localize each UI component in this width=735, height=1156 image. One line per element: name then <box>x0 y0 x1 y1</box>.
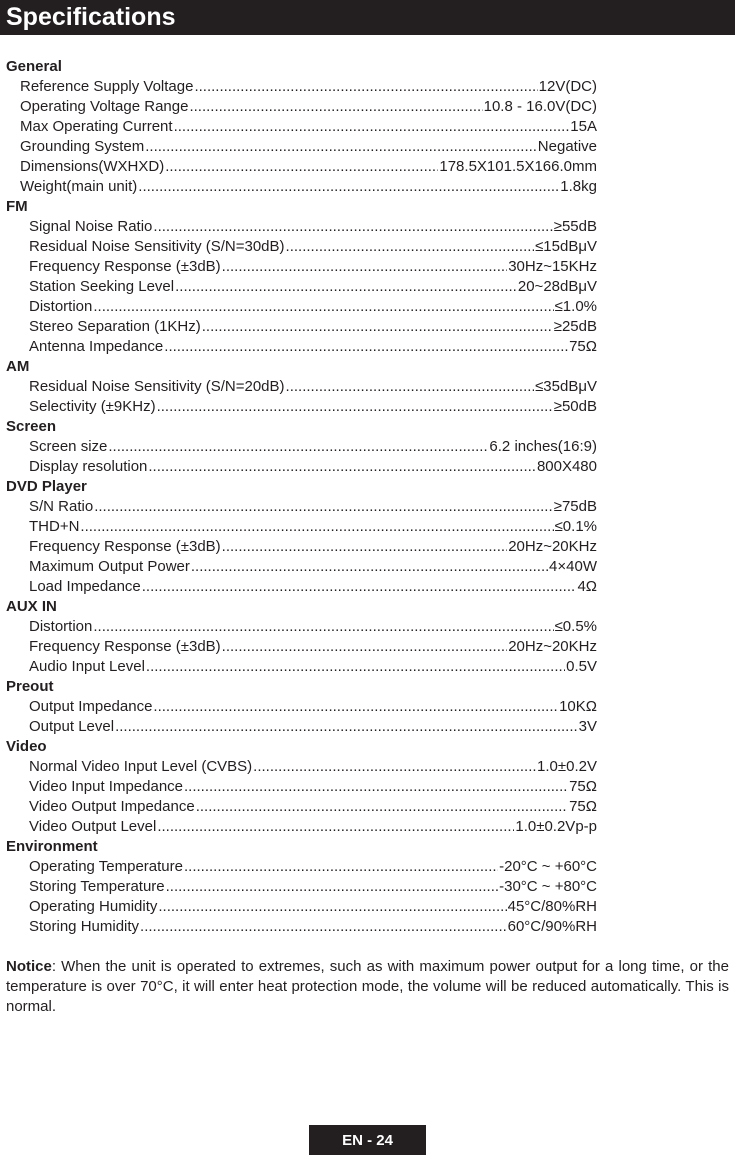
spec-label: Output Impedance <box>29 698 153 715</box>
spec-label: THD+N <box>29 518 80 535</box>
dot-leader <box>202 317 553 337</box>
specifications-list <box>0 57 735 937</box>
spec-row <box>0 497 597 517</box>
dot-leader <box>184 777 568 797</box>
spec-label: Residual Noise Sensitivity (S/N=30dB) <box>29 238 285 255</box>
dot-leader <box>145 137 537 157</box>
dot-leader <box>222 537 508 557</box>
section-title: DVD Player <box>6 478 87 495</box>
spec-label: Distortion <box>29 298 93 315</box>
spec-row <box>0 817 597 837</box>
spec-row <box>0 857 597 877</box>
spec-label: Frequency Response (±3dB) <box>29 638 221 655</box>
spec-label: Dimensions(WXHXD) <box>20 158 165 175</box>
spec-value: 4Ω <box>577 578 597 595</box>
dot-leader <box>175 277 517 297</box>
spec-value: 75Ω <box>569 338 597 355</box>
spec-label: Maximum Output Power <box>29 558 190 575</box>
spec-value: 60°C/90%RH <box>507 918 597 935</box>
spec-label: Video Output Level <box>29 818 157 835</box>
spec-row <box>0 437 597 457</box>
spec-label: Operating Humidity <box>29 898 158 915</box>
spec-value: ≤15dBμV <box>535 238 597 255</box>
dot-leader <box>138 177 559 197</box>
spec-row <box>0 537 597 557</box>
spec-row <box>0 777 597 797</box>
spec-row <box>0 137 597 157</box>
dot-leader <box>93 297 553 317</box>
section-title: AM <box>6 358 30 375</box>
dot-leader <box>174 117 570 137</box>
dot-leader <box>166 877 498 897</box>
spec-row <box>0 97 597 117</box>
spec-row <box>0 157 597 177</box>
spec-row <box>0 397 597 417</box>
spec-value: 1.8kg <box>560 178 597 195</box>
page-number: EN - 24 <box>309 1125 426 1155</box>
dot-leader <box>194 77 537 97</box>
dot-leader <box>157 397 553 417</box>
spec-row <box>0 297 597 317</box>
spec-row <box>0 697 597 717</box>
spec-label: Operating Voltage Range <box>20 98 189 115</box>
spec-row <box>0 257 597 277</box>
spec-label: Output Level <box>29 718 115 735</box>
spec-value: ≥75dB <box>553 498 597 515</box>
spec-row <box>0 897 597 917</box>
section-title: Environment <box>6 838 98 855</box>
spec-row <box>0 177 597 197</box>
spec-label: Normal Video Input Level (CVBS) <box>29 758 253 775</box>
spec-value: -30°C ~ +80°C <box>499 878 597 895</box>
spec-value: 20Hz~20KHz <box>508 538 597 555</box>
spec-value: 10.8 - 16.0V(DC) <box>483 98 597 115</box>
spec-label: Load Impedance <box>29 578 141 595</box>
dot-leader <box>286 237 535 257</box>
spec-value: 6.2 inches(16:9) <box>489 438 597 455</box>
spec-row <box>0 757 597 777</box>
spec-value: -20°C ~ +60°C <box>499 858 597 875</box>
dot-leader <box>146 657 565 677</box>
spec-row <box>0 917 597 937</box>
spec-value: ≤0.5% <box>554 618 597 635</box>
section-title: AUX IN <box>6 598 57 615</box>
dot-leader <box>108 437 488 457</box>
spec-value: 10KΩ <box>559 698 597 715</box>
spec-value: 20Hz~20KHz <box>508 638 597 655</box>
dot-leader <box>115 717 578 737</box>
dot-leader <box>148 457 536 477</box>
spec-label: Weight(main unit) <box>20 178 138 195</box>
spec-value: 4×40W <box>549 558 597 575</box>
spec-label: Screen size <box>29 438 108 455</box>
spec-row <box>0 337 597 357</box>
dot-leader <box>253 757 536 777</box>
spec-row <box>0 577 597 597</box>
dot-leader <box>142 577 577 597</box>
spec-row <box>0 877 597 897</box>
spec-row <box>0 317 597 337</box>
spec-value: 800X480 <box>536 458 597 475</box>
dot-leader <box>222 637 508 657</box>
dot-leader <box>80 517 553 537</box>
dot-leader <box>153 697 558 717</box>
spec-value: ≥25dB <box>553 318 597 335</box>
spec-value: ≤35dBμV <box>535 378 597 395</box>
spec-row <box>0 517 597 537</box>
spec-label: Residual Noise Sensitivity (S/N=20dB) <box>29 378 285 395</box>
spec-row <box>0 277 597 297</box>
spec-value: ≥50dB <box>553 398 597 415</box>
section-title: Preout <box>6 678 54 695</box>
spec-label: Video Input Impedance <box>29 778 184 795</box>
spec-label: Reference Supply Voltage <box>20 78 194 95</box>
dot-leader <box>158 897 506 917</box>
spec-value: 1.0±0.2Vp-p <box>515 818 597 835</box>
dot-leader <box>184 857 498 877</box>
spec-label: Antenna Impedance <box>29 338 164 355</box>
dot-leader <box>165 157 438 177</box>
spec-value: 20~28dBμV <box>517 278 597 295</box>
dot-leader <box>286 377 535 397</box>
spec-label: Display resolution <box>29 458 148 475</box>
spec-value: 30Hz~15KHz <box>508 258 597 275</box>
dot-leader <box>153 217 552 237</box>
dot-leader <box>222 257 508 277</box>
spec-label: Frequency Response (±3dB) <box>29 258 221 275</box>
spec-label: Audio Input Level <box>29 658 145 675</box>
dot-leader <box>140 917 507 937</box>
spec-row <box>0 557 597 577</box>
spec-label: Stereo Separation (1KHz) <box>29 318 201 335</box>
dot-leader <box>93 617 553 637</box>
spec-label: Selectivity (±9KHz) <box>29 398 156 415</box>
page-title-bar <box>0 0 735 35</box>
spec-row <box>0 797 597 817</box>
section-title: General <box>6 58 62 75</box>
spec-row <box>0 237 597 257</box>
spec-row <box>0 117 597 137</box>
dot-leader <box>94 497 553 517</box>
spec-value: 3V <box>578 718 597 735</box>
spec-value: 12V(DC) <box>538 78 597 95</box>
spec-value: 0.5V <box>566 658 597 675</box>
section-title: Screen <box>6 418 57 435</box>
spec-label: Operating Temperature <box>29 858 183 875</box>
spec-row <box>0 617 597 637</box>
spec-label: Max Operating Current <box>20 118 173 135</box>
notice-paragraph <box>6 957 729 1017</box>
spec-value: 178.5X101.5X166.0mm <box>439 158 597 175</box>
dot-leader <box>189 97 482 117</box>
spec-row <box>0 637 597 657</box>
spec-label: Station Seeking Level <box>29 278 175 295</box>
spec-value: 1.0±0.2V <box>537 758 597 775</box>
spec-label: Signal Noise Ratio <box>29 218 153 235</box>
spec-label: Distortion <box>29 618 93 635</box>
spec-value: 75Ω <box>569 778 597 795</box>
spec-value: ≥55dB <box>553 218 597 235</box>
spec-value: 45°C/80%RH <box>507 898 597 915</box>
spec-row <box>0 377 597 397</box>
spec-value: 15A <box>570 118 597 135</box>
dot-leader <box>164 337 568 357</box>
spec-label: Storing Temperature <box>29 878 165 895</box>
notice-text: : When the unit is operated to extremes, such as with maximum power output for a long time, or the temperature is over 70°C, it will enter heat protection mode, the volume will be reduced automatically. This is normal. <box>6 958 729 1015</box>
spec-row <box>0 717 597 737</box>
dot-leader <box>157 817 514 837</box>
spec-row <box>0 657 597 677</box>
section-title: Video <box>6 738 47 755</box>
spec-label: Grounding System <box>20 138 145 155</box>
spec-label: Video Output Impedance <box>29 798 195 815</box>
spec-label: Storing Humidity <box>29 918 140 935</box>
spec-value: Negative <box>537 138 597 155</box>
notice-label: Notice <box>6 958 52 975</box>
spec-label: S/N Ratio <box>29 498 94 515</box>
dot-leader <box>191 557 548 577</box>
spec-value: ≤0.1% <box>554 518 597 535</box>
section-title: FM <box>6 198 28 215</box>
spec-value: ≤1.0% <box>554 298 597 315</box>
spec-row <box>0 217 597 237</box>
page-title: Specifications <box>6 3 176 31</box>
spec-row <box>0 77 597 97</box>
spec-value: 75Ω <box>569 798 597 815</box>
spec-row <box>0 457 597 477</box>
dot-leader <box>196 797 568 817</box>
spec-label: Frequency Response (±3dB) <box>29 538 221 555</box>
